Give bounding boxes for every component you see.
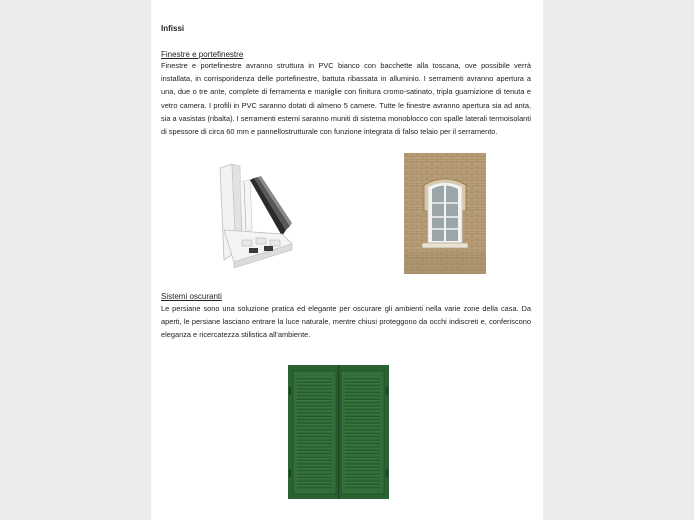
brick-wall-window-image	[404, 153, 486, 274]
green-shutter-image	[288, 365, 389, 499]
section-heading-windows: Finestre e portefinestre	[161, 50, 244, 59]
section-heading-shutters: Sistemi oscuranti	[161, 292, 222, 301]
document-title: Infissi	[161, 24, 185, 33]
pvc-profile-image	[206, 160, 296, 270]
section-text-windows: Finestre e portefinestre avranno struttura in PVC bianco con bacchette alla toscana, ove possibile verrà installata, in corrispondenza delle portefinestre, battuta ribassata in alluminio. I serramenti avranno apertura a una, due o tre ante, complete di ferramenta e maniglie con finitura cromo-satinato, tripla guarnizione di tenuta e vetro camera. I profili in PVC saranno dotati di almeno 5 camere. Tutte le finestre avranno apertura sia ad anta, sia a vasistas (ribalta). I serramenti esterni saranno muniti di sistema monoblocco con spalle laterali termoisolanti di spessore di circa 60 mm e pannellostrutturale con funzione integrata di falso telaio per il serramento.	[161, 61, 531, 137]
section-text-shutters: Le persiane sono una soluzione pratica ed elegante per oscurare gli ambienti nella varie zone della casa. Da aperti, le persiane lasciano entrare la luce naturale, mentre chiusi proteggono da occhi indiscreti e, conferiscono eleganza e ricercatezza stilistica all'ambiente.	[161, 304, 531, 340]
document-page	[151, 0, 543, 520]
